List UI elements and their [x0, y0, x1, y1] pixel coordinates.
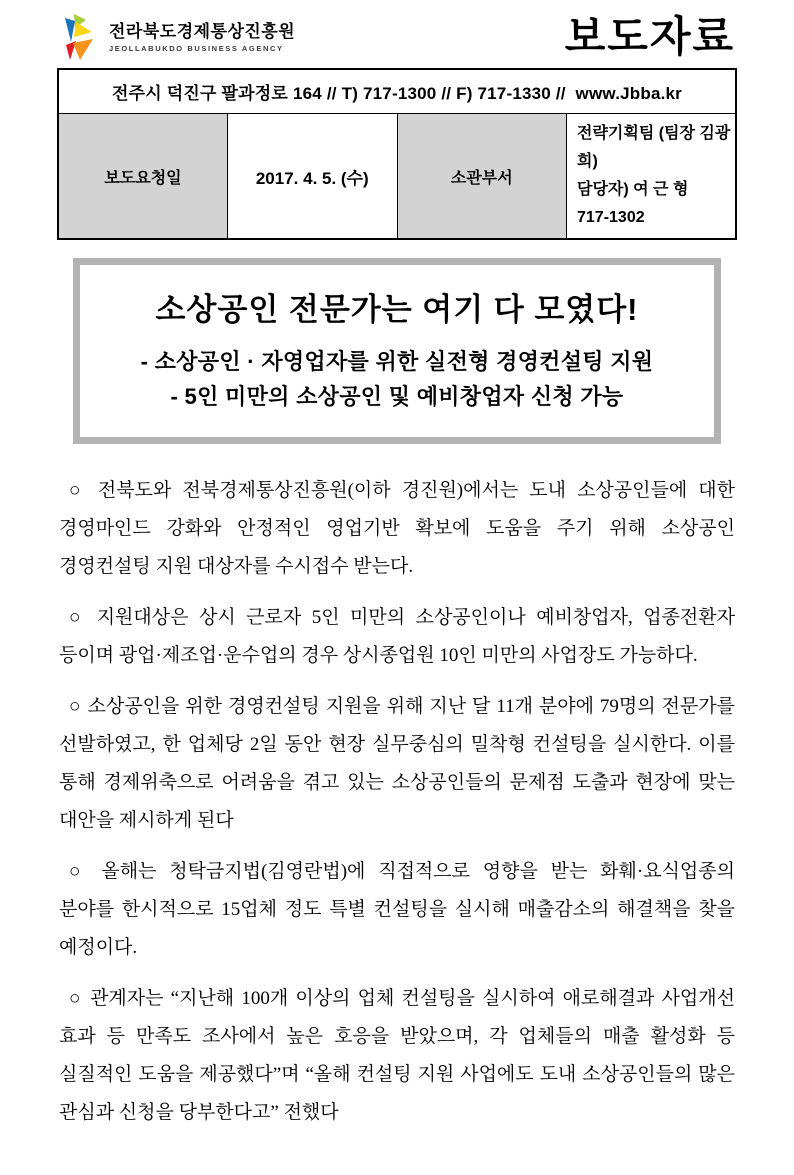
department-contact-line: 담당자) 여 근 형 717-1302: [577, 181, 702, 226]
header: [57, 14, 737, 68]
body-paragraph: ○ 지원대상은 상시 근로자 5인 미만의 소상공인이나 예비창업자, 업종전환자 등이며 광업·제조업·운수업의 경우 상시종업원 10인 미만의 사업장도 가능하다.: [59, 606, 735, 666]
body-paragraph: ○ 관계자는 “지난해 100개 이상의 업체 컨설팅을 실시하여 애로해결과 사업개선 효과 등 만족도 조사에서 높은 호응을 받았으며, 각 업체들의 매출 활성화 등 실질적인 도움을 제공했다”며 “올해 컨설팅 지원 사업에도 도내 소상공인들의 많은 관심과 신청을 당부한다고” 전했다: [59, 987, 735, 1123]
article-body: [57, 472, 737, 1132]
headline-box: [73, 258, 721, 444]
meta-row: [58, 114, 736, 240]
org-name-english: JEOLLABUKDO BUSINESS AGENCY: [109, 43, 284, 53]
request-date-label-cell: 보도요청일: [58, 114, 228, 240]
department-label-cell: 소관부서: [397, 114, 567, 240]
department-value-cell: [567, 114, 737, 240]
agency-logo-text: [109, 23, 295, 53]
body-paragraph: ○ 소상공인을 위한 경영컨설팅 지원을 위해 지난 달 11개 분야에 79명의 전문가를 선발하였고, 한 업체당 2일 동안 현장 실무중심의 밀착형 컨설팅을 실시한다. 이를 통해 경제위축으로 어려움을 겪고 있는 소상공인들의 문제점 도출과 현장에 맞는 대안을 제시하게 된다: [59, 695, 735, 831]
doc-type-title: 보도자료: [564, 13, 735, 60]
headline-subtitle-1: - 소상공인 · 자영업자를 위한 실전형 경영컨설팅 지원: [140, 349, 654, 375]
address-row: [58, 69, 736, 114]
body-paragraph: ○ 올해는 청탁금지법(김영란법)에 직접적으로 영향을 받는 화훼·요식업종의 분야를 한시적으로 15업체 정도 특별 컨설팅을 실시해 매출감소의 해결책을 찾을 예정이다.: [59, 860, 735, 958]
info-table: [57, 68, 737, 240]
agency-logo-mark: [59, 14, 101, 62]
org-name-korean: 전라북도경제통상진흥원: [109, 22, 296, 42]
agency-logo: [59, 14, 295, 62]
headline-title: 소상공인 전문가는 여기 다 모였다!: [155, 292, 639, 327]
headline-subtitle-2: - 5인 미만의 소상공인 및 예비창업자 신청 가능: [170, 384, 624, 410]
request-date-value-cell: 2017. 4. 5. (수): [228, 114, 398, 240]
department-team-line: 전략기획팀 (팀장 김광희): [577, 125, 731, 170]
body-paragraph: ○ 전북도와 전북경제통상진흥원(이하 경진원)에서는 도내 소상공인들에 대한 경영마인드 강화와 안정적인 영업기반 확보에 도움을 주기 위해 소상공인 경영컨설팅 지원 대상자를 수시접수 받는다.: [59, 479, 735, 577]
address-line: 전주시 덕진구 팔과정로 164 // T) 717-1300 // F) 717-1330 // www.Jbba.kr: [58, 69, 736, 114]
